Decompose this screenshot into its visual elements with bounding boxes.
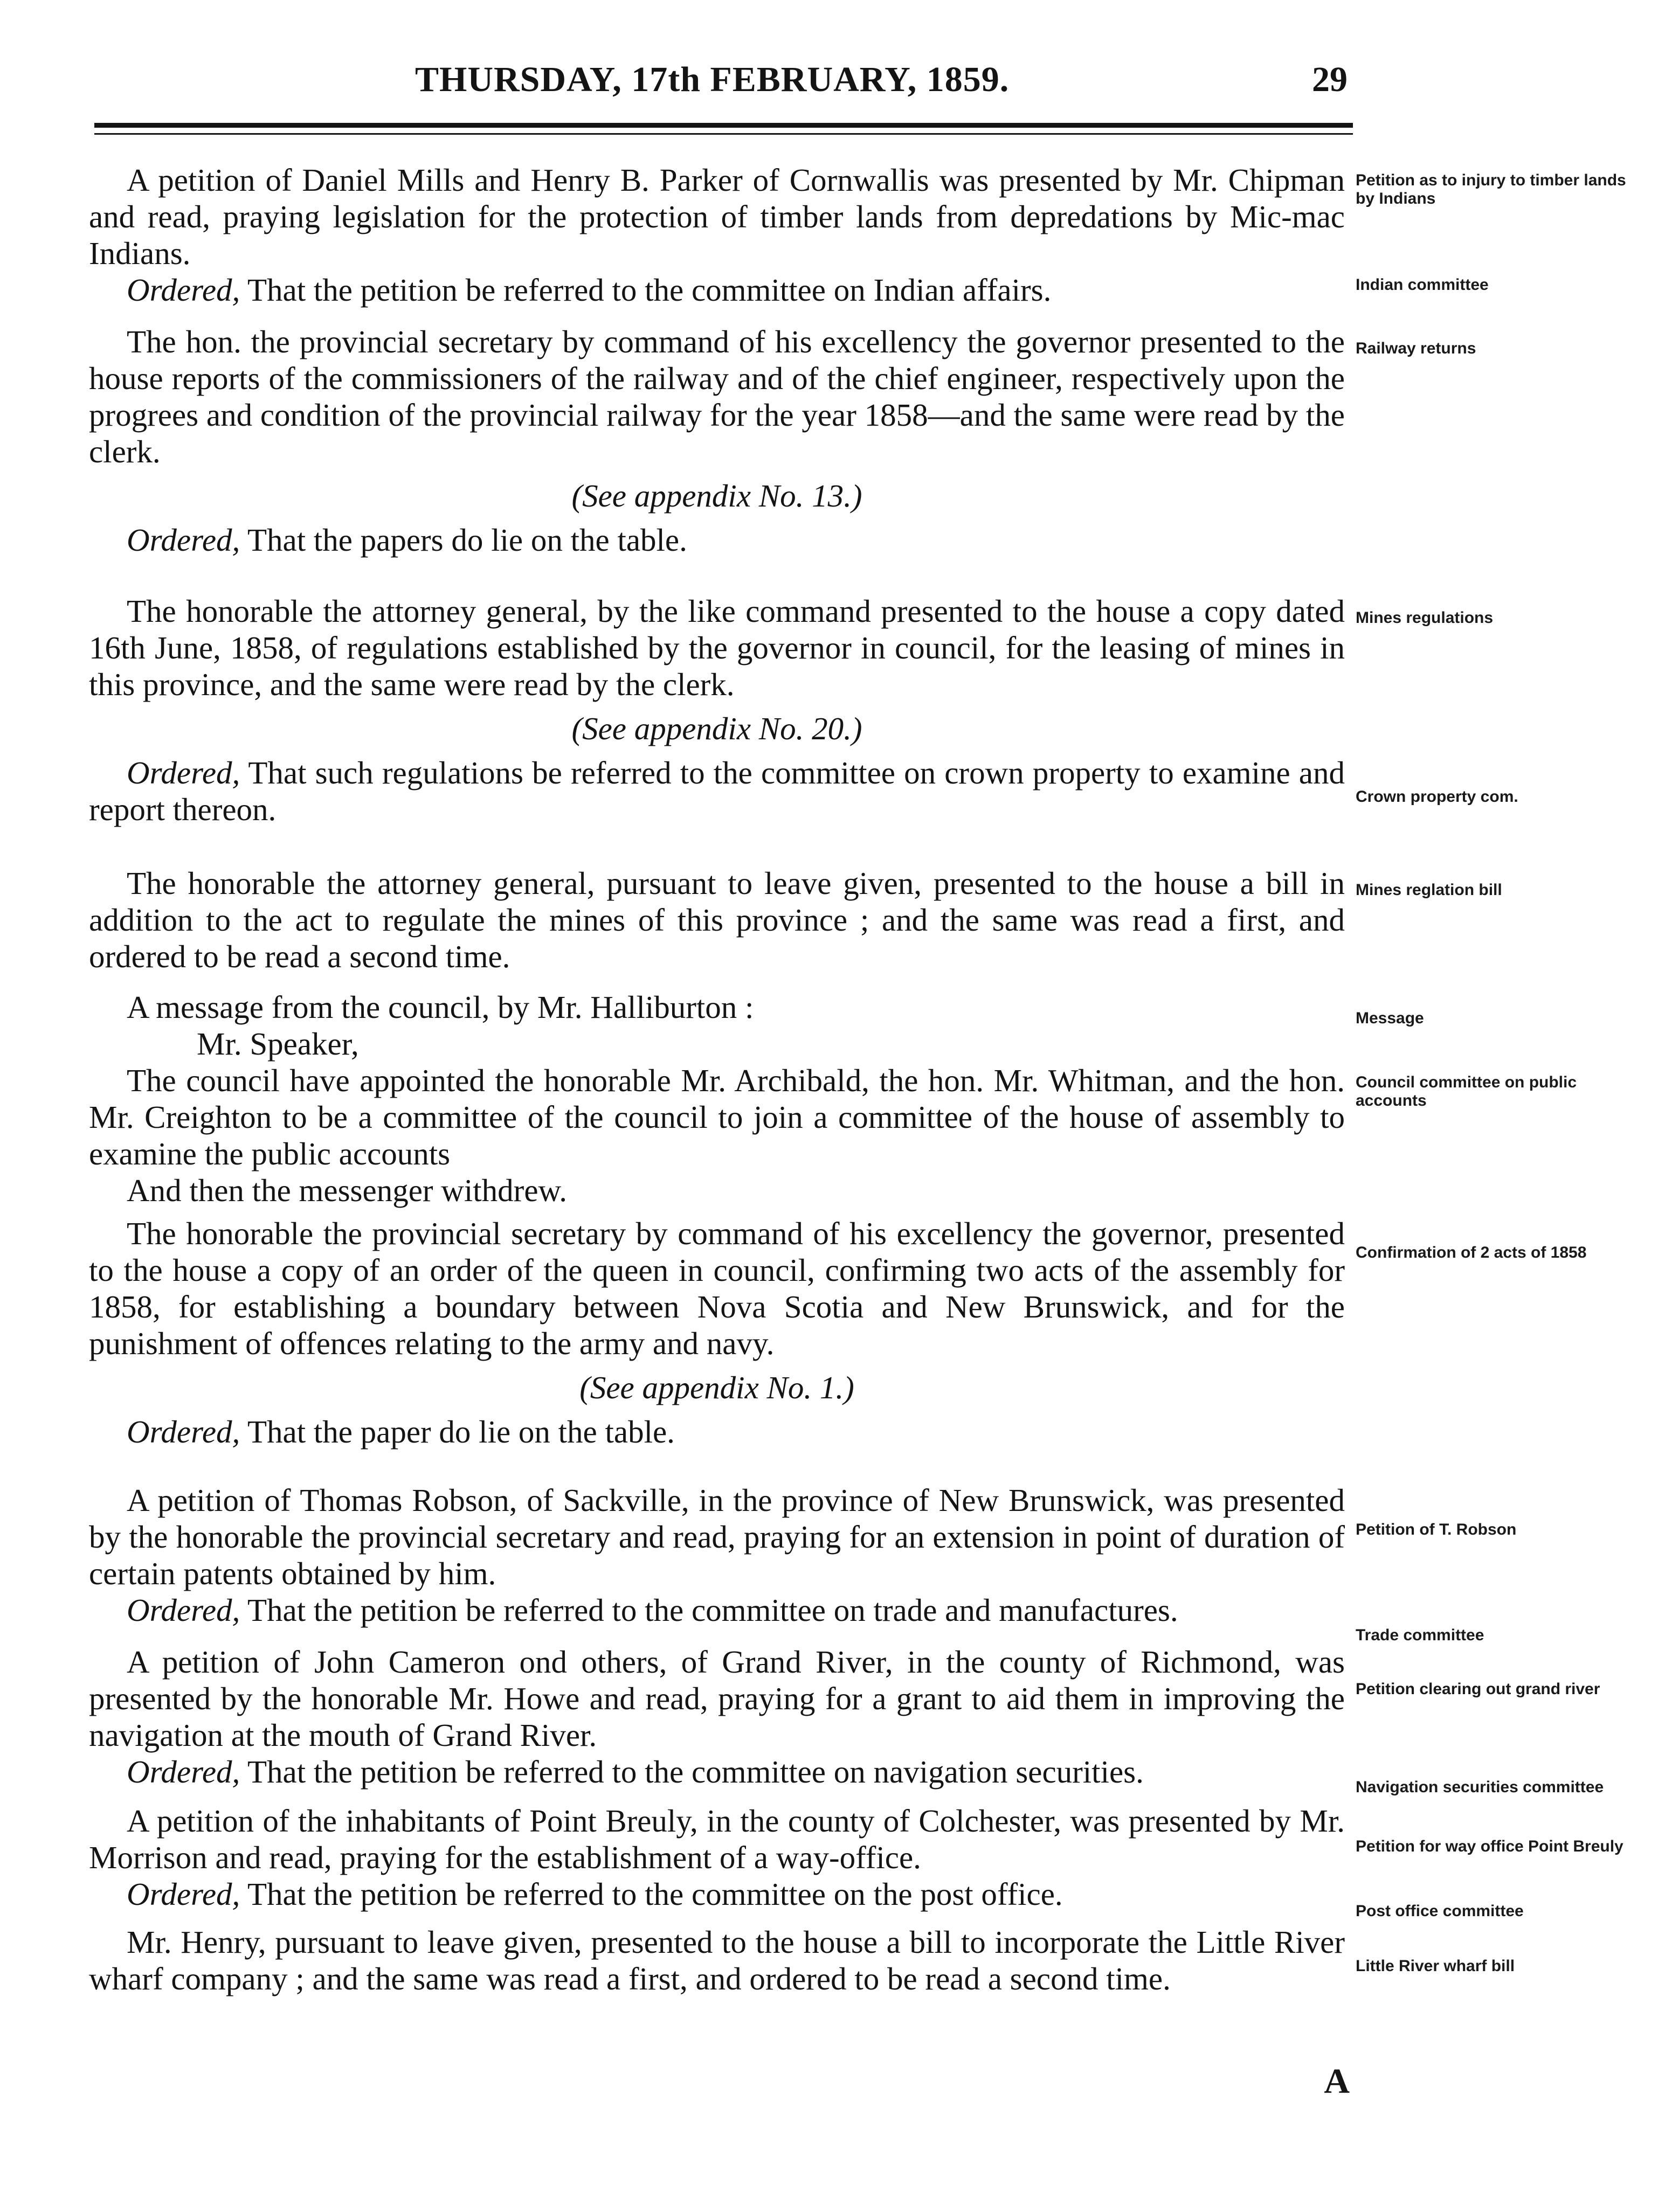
paragraph: A petition of Daniel Mills and Henry B. Parker of Cornwallis was presented by Mr. Chipman and read, praying legislation for the protection of timber lands from depredations by Mic-mac Indians. (89, 162, 1345, 271)
ordered-lead: Ordered, (127, 1414, 240, 1450)
page-number: 29 (1312, 60, 1348, 99)
appendix-reference: (See appendix No. 13.) (571, 478, 862, 514)
order-text: That the petition be referred to the committee on navigation securities. (240, 1754, 1144, 1790)
appendix-reference: (See appendix No. 1.) (579, 1370, 854, 1405)
order-text: That the petition be referred to the committee on trade and manufactures. (240, 1592, 1178, 1628)
entry-council-message (89, 989, 1345, 1209)
order-text: That such regulations be referred to the committee on crown property to examine and report thereon. (89, 755, 1345, 827)
order-text: That the petition be referred to the committee on the post office. (240, 1876, 1063, 1912)
margin-note: Message (1356, 1009, 1424, 1027)
margin-note: Trade committee (1356, 1626, 1484, 1644)
margin-note: Council committee on public accounts (1356, 1073, 1577, 1110)
paragraph: And then the messenger withdrew. (127, 1173, 568, 1208)
entry-little-river-bill (89, 1924, 1345, 1997)
paragraph: A petition of the inhabitants of Point Breuly, in the county of Colchester, was presented by Mr. Morrison and read, praying for the establishment of a way-office. (89, 1803, 1345, 1875)
ordered-lead: Ordered, (127, 1754, 240, 1790)
speaker-salutation: Mr. Speaker, (197, 1026, 359, 1062)
entry-mines-bill (89, 865, 1345, 975)
order-text: That the petition be referred to the committee on Indian affairs. (240, 272, 1052, 308)
order-paragraph (89, 1592, 1345, 1628)
order-paragraph (89, 272, 1345, 308)
margin-note: Little River wharf bill (1356, 1957, 1515, 1975)
margin-note: Mines reglation bill (1356, 881, 1502, 899)
order-text: That the papers do lie on the table. (240, 522, 687, 558)
order-paragraph (89, 1413, 1345, 1450)
header-rule-thin (94, 133, 1353, 135)
ordered-lead: Ordered, (127, 272, 240, 308)
ordered-lead: Ordered, (127, 522, 240, 558)
signature-mark: A (1324, 2062, 1350, 2101)
paragraph: The council have appointed the honorable Mr. Archibald, the hon. Mr. Whitman, and the hon. Mr. Creighton to be a committee of the council to join a committee of the house of assembly to examine the public accounts (89, 1063, 1345, 1171)
margin-note: Crown property com. (1356, 788, 1518, 806)
appendix-reference: (See appendix No. 20.) (571, 711, 862, 746)
ordered-lead: Ordered, (127, 755, 240, 791)
entry-mines-regulations (89, 593, 1345, 828)
paragraph: A petition of Thomas Robson, of Sackville, in the province of New Brunswick, was presented by the honorable the provincial secretary and read, praying for an extension in point of duration of certain patents obtained by him. (89, 1482, 1345, 1591)
page-title: THURSDAY, 17th FEBRUARY, 1859. (415, 60, 1010, 99)
entry-queen-order (89, 1215, 1345, 1450)
margin-note: Indian committee (1356, 276, 1489, 294)
paragraph: The hon. the provincial secretary by command of his excellency the governor presented to the house reports of the commissioners of the railway and of the chief engineer, respectively upon the progrees and condition of the provincial railway for the year 1858—and the same were read by the clerk. (89, 324, 1345, 469)
entry-petition-cameron (89, 1644, 1345, 1790)
entry-petition-robson (89, 1482, 1345, 1628)
order-paragraph (89, 522, 1345, 558)
paragraph: The honorable the attorney general, by the like command presented to the house a copy dated 16th June, 1858, of regulations established by the governor in council, for the leasing of mines in this province, and the same were read by the clerk. (89, 593, 1345, 702)
header-rule-thick (94, 123, 1353, 128)
order-paragraph (89, 1876, 1345, 1912)
margin-note: Petition for way office Point Breuly (1356, 1837, 1623, 1855)
paragraph: A message from the council, by Mr. Halliburton : (127, 989, 754, 1025)
paragraph: The honorable the attorney general, pursuant to leave given, presented to the house a bill in addition to the act to regulate the mines of this province ; and the same was read a first, and ordered to be read a second time. (89, 865, 1345, 974)
page-header (92, 54, 1348, 113)
order-text: That the paper do lie on the table. (240, 1414, 675, 1450)
paragraph: Mr. Henry, pursuant to leave given, presented to the house a bill to incorporate the Little River wharf company ; and the same was read a first, and ordered to be read a second time. (89, 1924, 1345, 1996)
margin-note: Confirmation of 2 acts of 1858 (1356, 1244, 1587, 1261)
margin-note: Petition as to injury to timber lands by Indians (1356, 171, 1626, 207)
ordered-lead: Ordered, (127, 1876, 240, 1912)
margin-note: Navigation securities committee (1356, 1778, 1604, 1796)
margin-note: Petition of T. Robson (1356, 1521, 1517, 1538)
margin-note: Post office committee (1356, 1902, 1524, 1920)
ordered-lead: Ordered, (127, 1592, 240, 1628)
paragraph: A petition of John Cameron ond others, of Grand River, in the county of Richmond, was presented by the honorable Mr. Howe and read, praying for a grant to aid them in improving the navigation at the mouth of Grand River. (89, 1644, 1345, 1753)
order-paragraph (89, 754, 1345, 828)
entry-railway-reports (89, 323, 1345, 558)
paragraph: The honorable the provincial secretary by command of his excellency the governor, presented to the house a copy of an order of the queen in council, confirming two acts of the assembly for 1858, for establishing a boundary between Nova Scotia and New Brunswick, and for the punishment of offences relating to the army and navy. (89, 1216, 1345, 1361)
order-paragraph (89, 1753, 1345, 1790)
entry-petition-point-breuly (89, 1802, 1345, 1912)
margin-note: Petition clearing out grand river (1356, 1680, 1600, 1698)
margin-note: Mines regulations (1356, 609, 1494, 627)
margin-note: Railway returns (1356, 339, 1476, 357)
entry-petition-mills-parker (89, 162, 1345, 308)
